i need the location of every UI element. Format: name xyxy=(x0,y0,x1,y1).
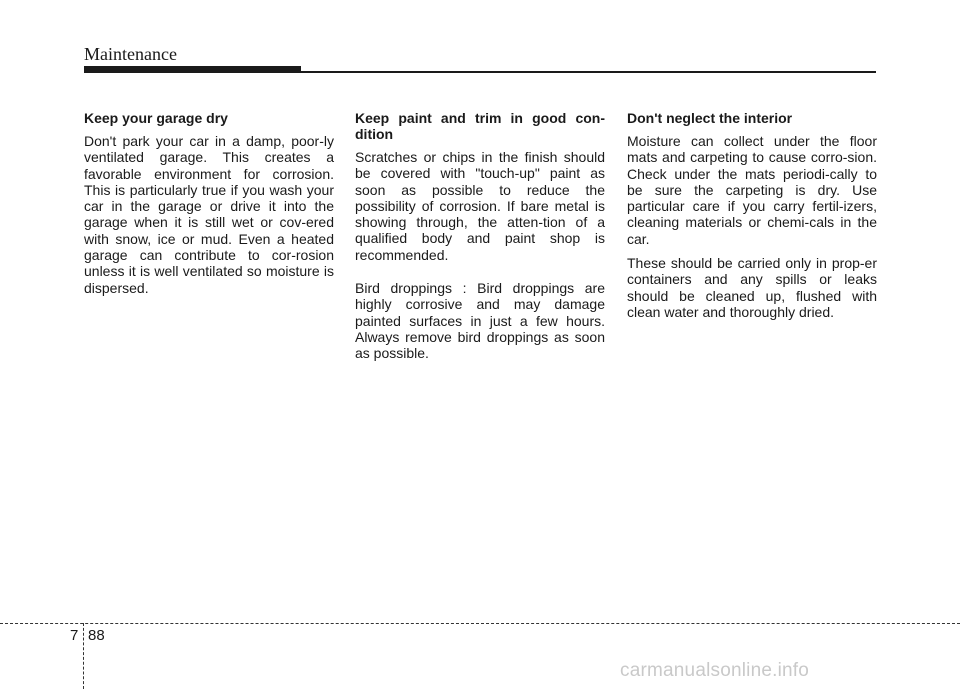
column-paragraph: Scratches or chips in the finish should be covered with "touch-up" paint as soon as possible to reduce the possibility of corrosion. If bare metal is showing through, the atten-tion of a qualified body and paint shop is recommended. xyxy=(355,149,605,263)
header-rule xyxy=(84,71,876,73)
section-title: Maintenance xyxy=(84,44,177,64)
column-heading: Don't neglect the interior xyxy=(627,110,793,126)
column-heading: Keep your garage dry xyxy=(84,110,228,126)
page-number: 88 xyxy=(88,627,105,644)
column-paragraph: Moisture can collect under the floor mats and carpeting to cause corro-sion. Check under the mats periodi-cally to be sure the carpeting is dry. Use particular care if you carry fertil-izers, cleaning materials or chemi-cals in the car. xyxy=(627,133,877,247)
column-paint xyxy=(355,110,605,370)
footer-divider xyxy=(0,623,960,624)
chapter-number: 7 xyxy=(70,627,79,644)
column-paragraph: These should be carried only in prop-er containers and any spills or leaks should be cleaned up, flushed with clean water and thoroughly dried. xyxy=(627,255,877,320)
column-heading: Keep paint and trim in good con-dition xyxy=(355,110,605,142)
column-paragraph: Bird droppings : Bird droppings are highly corrosive and may damage painted surfaces in just a few hours. Always remove bird droppings as soon as possible. xyxy=(355,280,605,362)
column-paragraph: Don't park your car in a damp, poor-ly ventilated garage. This creates a favorable environment for corrosion. This is particularly true if you wash your car in the garage or drive it into the garage when it is still wet or cov-ered with snow, ice or mud. Even a heated garage can contribute to cor-rosion unless it is well ventilated so moisture is dispersed. xyxy=(84,133,334,296)
footer-vertical-divider xyxy=(83,623,84,689)
column-garage xyxy=(84,110,334,304)
watermark: carmanualsonline.info xyxy=(620,660,810,681)
column-interior xyxy=(627,110,877,328)
